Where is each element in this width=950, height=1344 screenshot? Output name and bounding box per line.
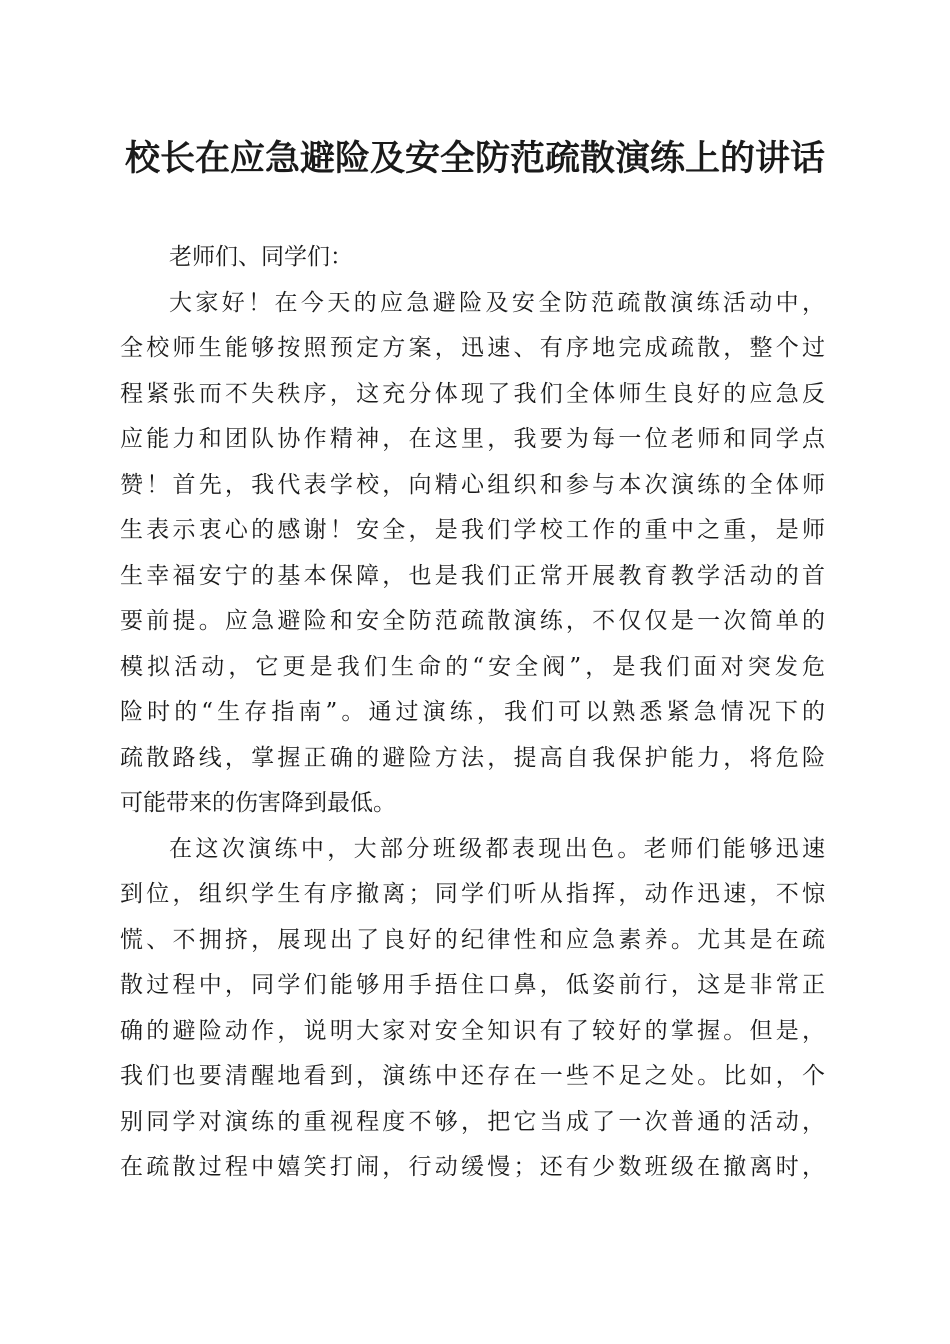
body-line: 模拟活动，它更是我们生命的“安全阀”，是我们面对突发危: [120, 653, 825, 680]
body-line: 在这次演练中，大部分班级都表现出色。老师们能够迅速: [169, 835, 825, 862]
document-body: [120, 235, 825, 1191]
body-line: 别同学对演练的重视程度不够，把它当成了一次普通的活动，: [120, 1108, 825, 1135]
body-line: 应能力和团队协作精神，在这里，我要为每一位老师和同学点: [120, 426, 825, 452]
body-line: 疏散路线，掌握正确的避险方法，提高自我保护能力，将危险: [120, 744, 825, 771]
body-line: 险时的“生存指南”。通过演练，我们可以熟悉紧急情况下的: [120, 699, 825, 725]
body-line: 确的避险动作，说明大家对安全知识有了较好的掌握。但是，: [120, 1017, 825, 1044]
body-line: 散过程中，同学们能够用手捂住口鼻，低姿前行，这是非常正: [120, 972, 825, 998]
body-line: 要前提。应急避险和安全防范疏散演练，不仅仅是一次简单的: [120, 608, 825, 634]
body-line: 大家好！在今天的应急避险及安全防范疏散演练活动中，: [169, 289, 825, 316]
body-line: 到位，组织学生有序撤离；同学们听从指挥，动作迅速，不惊: [120, 881, 825, 907]
body-line: 在疏散过程中嬉笑打闹，行动缓慢；还有少数班级在撤离时，: [120, 1154, 825, 1180]
body-line: 我们也要清醒地看到，演练中还存在一些不足之处。比如，个: [120, 1063, 825, 1089]
body-line: 慌、不拥挤，展现出了良好的纪律性和应急素养。尤其是在疏: [120, 926, 825, 953]
body-line: 程紧张而不失秩序，这充分体现了我们全体师生良好的应急反: [120, 380, 825, 407]
body-line: 生幸福安宁的基本保障，也是我们正常开展教育教学活动的首: [120, 562, 825, 589]
body-line: 生表示衷心的感谢！安全，是我们学校工作的重中之重，是师: [120, 517, 825, 543]
body-line: 全校师生能够按照预定方案，迅速、有序地完成疏散，整个过: [120, 335, 825, 361]
body-line: 老师们、同学们：: [169, 244, 353, 270]
document-title: 校长在应急避险及安全防范疏散演练上的讲话: [124, 138, 825, 179]
body-line: 赞！首先，我代表学校，向精心组织和参与本次演练的全体师: [120, 471, 825, 498]
body-line: 可能带来的伤害降到最低。: [120, 790, 396, 816]
